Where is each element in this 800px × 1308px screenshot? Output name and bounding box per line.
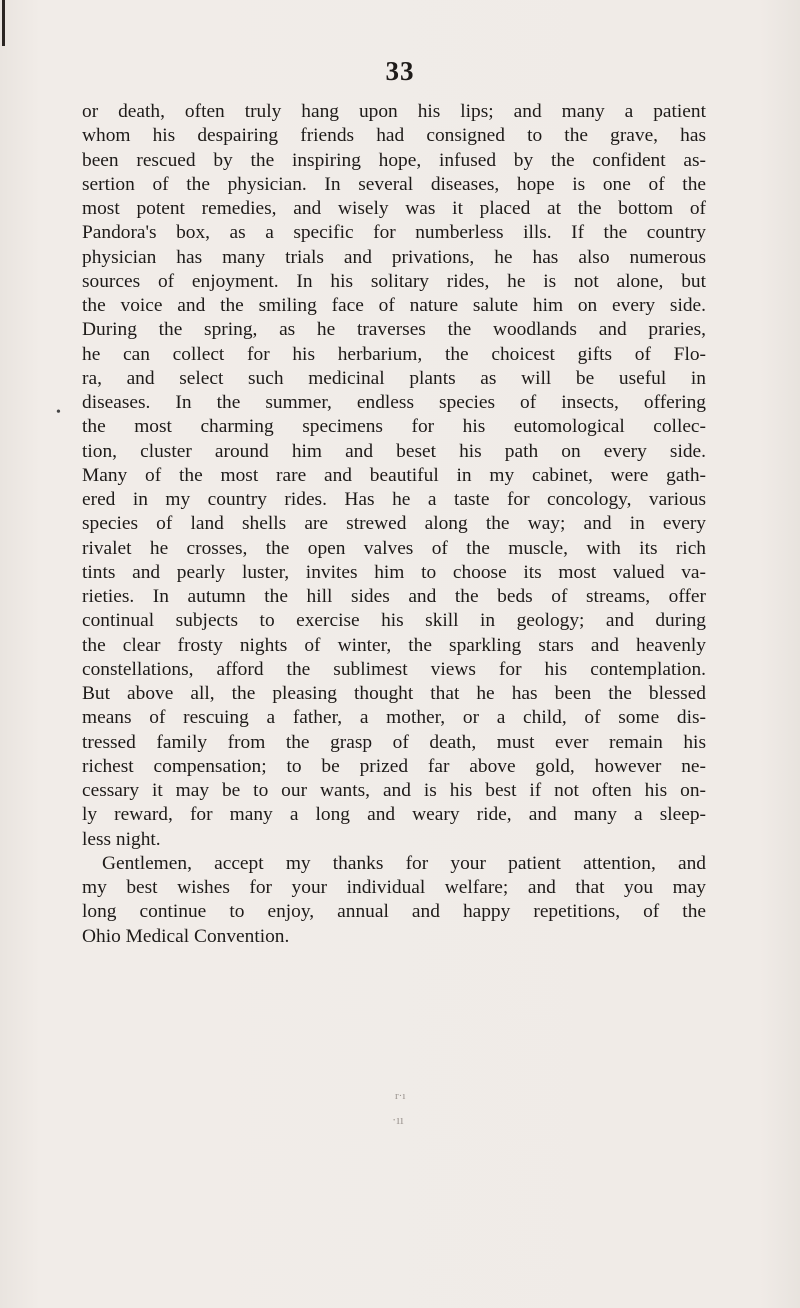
- text-line: But above all, the pleasing thought that he has been the blessed: [82, 683, 706, 704]
- stray-mark: ·ıı: [392, 1112, 404, 1127]
- page-edge-mark: [2, 0, 5, 46]
- text-line: rieties. In autumn the hill sides and the beds of streams, offer: [82, 586, 706, 607]
- text-line: or death, often truly hang upon his lips; and many a patient: [82, 101, 706, 122]
- text-line: been rescued by the inspiring hope, infused by the confident as-: [82, 149, 706, 171]
- margin-mark: •: [56, 405, 61, 420]
- page-number: 33: [385, 56, 415, 86]
- text-line: Ohio Medical Convention.: [82, 925, 290, 947]
- text-line: ered in my country rides. Has he a taste for concology, various: [82, 489, 706, 510]
- text-line: species of land shells are strewed along the way; and in every: [82, 513, 706, 535]
- text-line: Pandora's box, as a specific for numberless ills. If the country: [82, 222, 706, 244]
- text-line: the most charming specimens for his eutomological collec-: [82, 416, 706, 438]
- text-line: tressed family from the grasp of death, must ever remain his: [82, 731, 706, 753]
- text-line: less night.: [82, 828, 161, 850]
- text-line: tion, cluster around him and beset his path on every side.: [82, 440, 706, 462]
- text-line: long continue to enjoy, annual and happy repetitions, of the: [82, 901, 706, 923]
- text-line: means of rescuing a father, a mother, or a child, of some dis-: [82, 707, 706, 729]
- stray-mark: r·ı: [395, 1090, 406, 1102]
- text-line: whom his despairing friends had consigned to the grave, has: [82, 125, 706, 147]
- text-line: he can collect for his herbarium, the choicest gifts of Flo-: [82, 343, 706, 365]
- text-line: the voice and the smiling face of nature salute him on every side.: [82, 295, 706, 316]
- text-line: Many of the most rare and beautiful in my cabinet, were gath-: [82, 464, 706, 486]
- text-line: sources of enjoyment. In his solitary rides, he is not alone, but: [82, 270, 706, 292]
- text-line: rivalet he crosses, the open valves of the muscle, with its rich: [82, 537, 706, 559]
- text-line: the clear frosty nights of winter, the sparkling stars and heavenly: [82, 634, 706, 656]
- text-line: Gentlemen, accept my thanks for your patient attention, and: [102, 852, 706, 874]
- text-line: richest compensation; to be prized far above gold, however ne-: [82, 755, 706, 777]
- text-line: cessary it may be to our wants, and is his best if not often his on-: [82, 780, 706, 801]
- text-line: my best wishes for your individual welfare; and that you may: [82, 877, 706, 898]
- text-line: physician has many trials and privations, he has also numerous: [82, 246, 706, 268]
- text-line: During the spring, as he traverses the woodlands and praries,: [82, 319, 706, 341]
- text-line: tints and pearly luster, invites him to choose its most valued va-: [82, 561, 706, 583]
- text-line: sertion of the physician. In several diseases, hope is one of the: [82, 173, 706, 195]
- text-line: most potent remedies, and wisely was it placed at the bottom of: [82, 198, 706, 219]
- text-line: diseases. In the summer, endless species of insects, offering: [82, 392, 706, 413]
- text-line: constellations, afford the sublimest views for his contemplation.: [82, 658, 706, 680]
- text-line: ra, and select such medicinal plants as will be useful in: [82, 367, 706, 389]
- body-text: [82, 100, 706, 949]
- text-line: continual subjects to exercise his skill in geology; and during: [82, 610, 706, 632]
- text-line: ly reward, for many a long and weary ride, and many a sleep-: [82, 804, 706, 826]
